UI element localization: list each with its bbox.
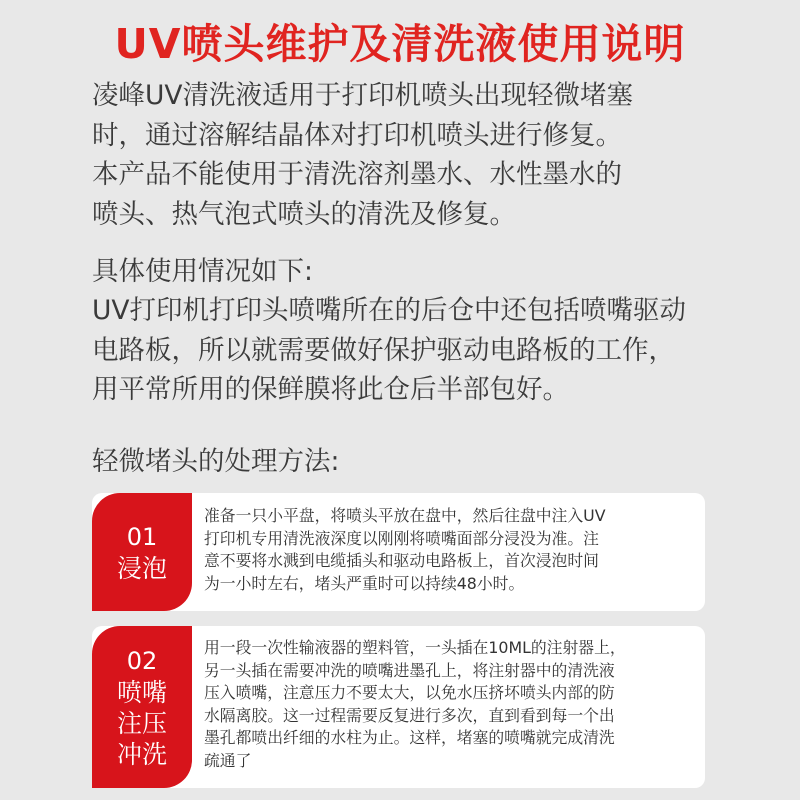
step-card-soak: [92, 493, 705, 611]
step-label: 浸泡: [116, 553, 167, 583]
step-label: 喷嘴: [116, 677, 167, 707]
usage-heading: 具体使用情况如下:: [92, 256, 313, 287]
step-text-line: 意不要将水溅到电缆插头和驱动电路板上，首次浸泡时间: [204, 551, 599, 571]
step-text-line: 为一小时左右，堵头严重时可以持续48小时。: [204, 573, 525, 593]
step-badge: [92, 626, 192, 788]
step-text-line: 水隔离胶。这一过程需要反复进行多次，直到看到每一个出: [204, 705, 615, 725]
step-label: 注压: [116, 708, 167, 738]
method-heading: 轻微堵头的处理方法:: [92, 446, 340, 477]
step-text-line: 另一头插在需要冲洗的喷嘴进墨孔上，将注射器中的清洗液: [204, 660, 615, 680]
usage-line: UV打印机打印头喷嘴所在的后仓中还包括喷嘴驱动: [92, 295, 687, 326]
step-description: [204, 505, 695, 595]
step-label: 冲洗: [116, 739, 167, 769]
step-text-line: 墨孔都喷出纤细的水柱为止。这样，堵塞的喷嘴就完成清洗: [204, 728, 615, 748]
intro-line: 时，通过溶解结晶体对打印机喷头进行修复。: [92, 119, 622, 151]
step-text-line: 压入喷嘴，注意压力不要太大，以免水压挤坏喷头内部的防: [204, 683, 615, 703]
usage-line: 电路板，所以就需要做好保护驱动电路板的工作，: [92, 334, 675, 366]
usage-paragraph: [92, 291, 732, 410]
page-title: UV喷头维护及清洗液使用说明: [114, 20, 686, 68]
intro-line: 喷头、热气泡式喷头的清洗及修复。: [92, 198, 516, 230]
intro-paragraph: [92, 76, 722, 234]
intro-line: 凌峰UV清洗液适用于打印机喷头出现轻微堵塞: [92, 80, 634, 111]
step-number: 02: [126, 646, 158, 675]
step-text-line: 准备一只小平盘，将喷头平放在盘中，然后往盘中注入UV: [204, 506, 606, 525]
step-text-line: 疏通了: [204, 750, 252, 770]
step-card-flush: [92, 626, 705, 788]
step-text-line: 打印机专用清洗液深度以刚刚将喷嘴面部分浸没为准。注: [204, 528, 599, 548]
step-number: 01: [126, 522, 158, 551]
step-description: [204, 637, 695, 773]
step-badge: [92, 493, 192, 611]
usage-line: 用平常所用的保鲜膜将此仓后半部包好。: [92, 374, 569, 405]
intro-line: 本产品不能使用于清洗溶剂墨水、水性墨水的: [92, 159, 622, 190]
step-text-line: 用一段一次性输液器的塑料管，一头插在10ML的注射器上，: [204, 638, 626, 657]
